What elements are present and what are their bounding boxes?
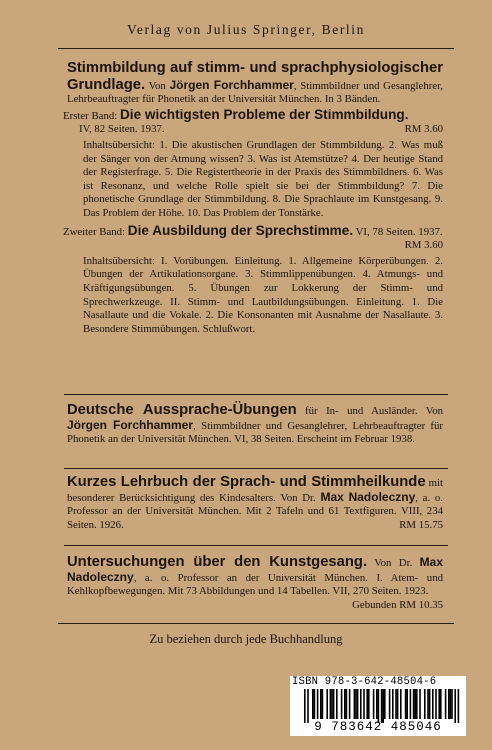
volume-label: Zweiter Band:	[63, 225, 128, 238]
footer-text: Zu beziehen durch jede Buchhandlung	[149, 632, 343, 646]
book-author: Jörgen Forchhammer	[169, 77, 294, 92]
volume-contents: Inhaltsübersicht: 1. Die akustischen Grundlagen der Stimmbildung. 2. Was muß der Sänger von der Atmung wissen? 3. Was ist Atemstütze? 4. Der heutige Stand der Registerfrage. 5. Die Registertheorie in der Praxis des Stimmbildners. 6. Was ist Resonanz, und welche Rolle spielt sie bei der Stimmbildung? 7. Die phonetische Grundlage der Stimmbildung. 8. Die Sprachlaute im Kunstgesang. 9. Das Problem der Höhe. 10. Das Problem der Tonstärke.	[83, 138, 443, 219]
book-description: , a. o. Professor an der Universität München. I. Atem- und Kehlkopfbewegungen. Mit 73 Abbildungen und 14 Tabellen. VII, 270 Seiten. 1923.	[67, 571, 443, 598]
volume-label: Erster Band:	[63, 109, 120, 122]
book-description: , Stimmbildner und Gesanglehrer, Lehrbeauftragter für Phonetik an der Universität München. In 3 Bänden.	[67, 79, 443, 106]
volume-details: IV, 82 Seiten. 1937.	[79, 123, 165, 136]
book-entry-kunstgesang	[67, 554, 443, 612]
volume-title: Die wichtigsten Probleme der Stimmbildung.	[119, 106, 409, 122]
book-author-last: Nadoleczny	[67, 569, 134, 584]
book-description: Von Dr.	[367, 557, 420, 569]
book-price: Gebunden RM 10.35	[352, 598, 443, 611]
barcode-digits: 9 783642 485046	[314, 720, 442, 734]
book-author-first: Max	[320, 489, 344, 504]
publisher-line: Verlag von Julius Springer, Berlin	[127, 22, 365, 37]
book-description: für In- und Ausländer. Von	[296, 405, 443, 417]
divider	[64, 394, 448, 395]
book-description: mit besonderer Berücksichtigung des Kindesalters. Von Dr.	[67, 477, 443, 504]
top-divider	[58, 48, 454, 49]
volume-contents: Inhaltsübersicht: I. Vorübungen. Einleitung. 1. Allgemeine Körperübungen. 2. Übungen der Artikulationsorgane. 3. Stimmlippenübungen. 4. Atmungs- und Kräftigungsübungen. 5. Übungen zur Lokkerung der Stimm- und Sprechwerkzeuge. II. Stimm- und Lautbildungsübungen. Einleitung. 1. Die Nasallaute und die Vokale. 2. Die Konsonanten mit Ausnahme der Nasallaute. 3. Besondere Stimmübungen. Schlußwort.	[83, 254, 443, 335]
book-author: Jörgen Forchhammer	[67, 417, 194, 432]
divider	[64, 545, 448, 546]
book-author-first: Max	[419, 555, 443, 569]
volume-details: VI, 78 Seiten. 1937.	[353, 225, 443, 238]
book-entry-stimmbildung	[63, 60, 443, 336]
volume-title: Die Ausbildung der Sprechstimme.	[127, 222, 354, 238]
book-description: , a. o. Professor an der Universität München. Mit 2 Tafeln und 61 Textfiguren. VIII, 234 Seiten. 1926.	[67, 491, 443, 531]
book-title: Stimmbildung auf stimm- und sprachphysiologischer Grundlage.	[67, 60, 443, 93]
book-description: , Stimmbildner und Gesanglehrer, Lehrbeauftragter für Phonetik an der Universität München. VI, 38 Seiten. Erscheint im Februar 1938.	[67, 419, 443, 446]
book-price: RM 15.75	[399, 518, 443, 531]
book-entry-aussprache	[67, 402, 443, 447]
volume-price: RM 3.60	[404, 239, 443, 252]
volume-price: RM 3.60	[404, 123, 443, 136]
book-title: Deutsche Aussprache-Übungen	[67, 402, 297, 418]
book-by: Von	[145, 79, 170, 92]
book-entry-lehrbuch	[67, 474, 443, 532]
isbn-barcode	[290, 676, 466, 736]
bottom-divider	[58, 623, 454, 624]
book-title: Kurzes Lehrbuch der Sprach- und Stimmheilkunde	[67, 474, 426, 490]
divider	[64, 468, 448, 469]
book-title: Untersuchungen über den Kunstgesang.	[67, 554, 368, 570]
book-author-last: Nadoleczny	[348, 489, 416, 504]
isbn-number: ISBN 978-3-642-48504-6	[292, 676, 437, 688]
